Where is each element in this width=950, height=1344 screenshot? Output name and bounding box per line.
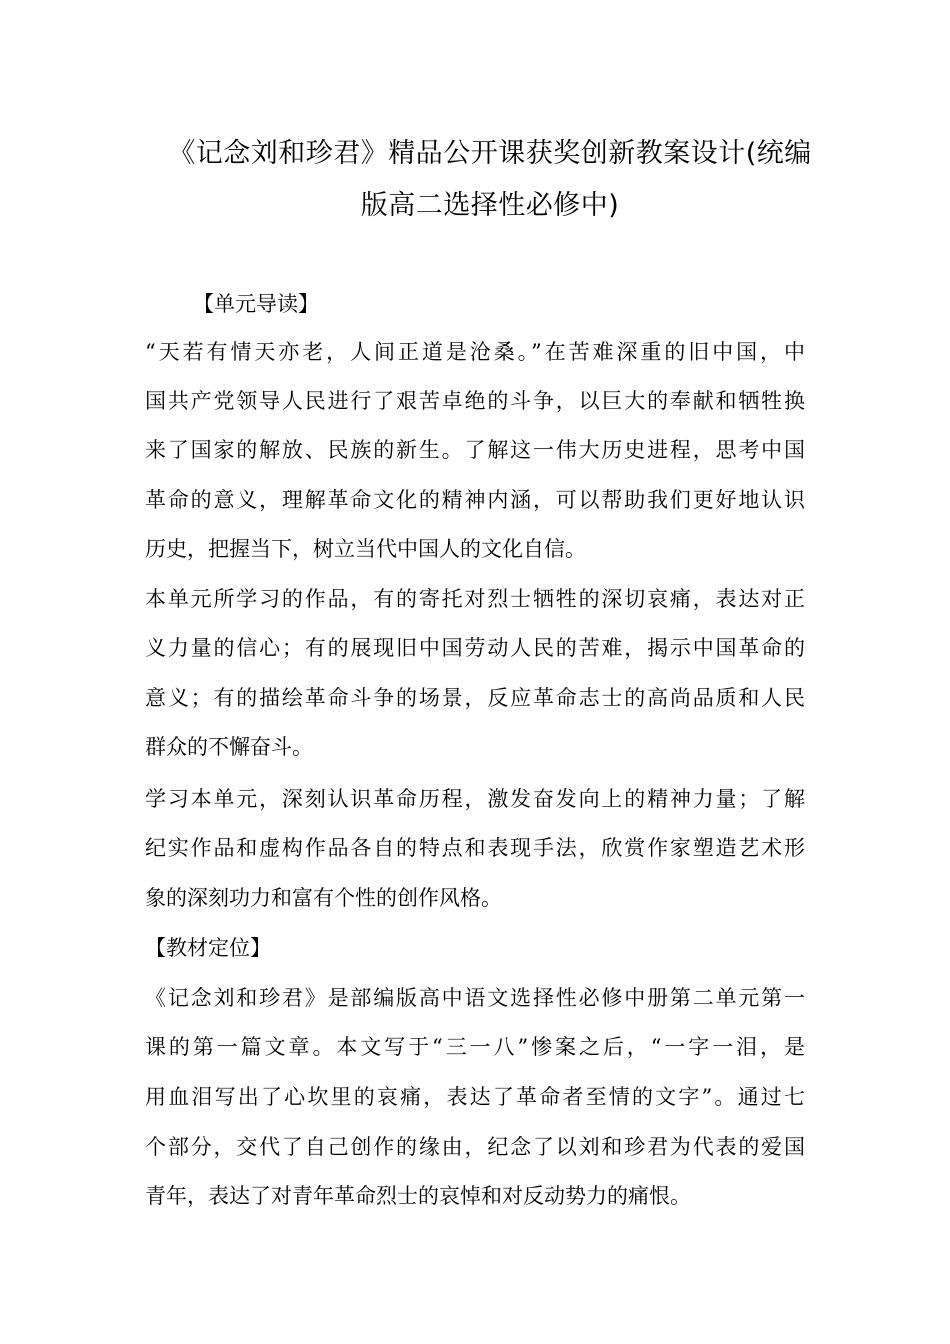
paragraph-line: 革命的意义，理解革命文化的精神内涵，可以帮助我们更好地认识 (145, 488, 805, 512)
paragraph-line: 来了国家的解放、民族的新生。了解这一伟大历史进程，思考中国 (145, 438, 805, 462)
paragraph-line: 青年，表达了对青年革命烈士的哀悼和对反动势力的痛恨。 (145, 1184, 691, 1208)
paragraph-line: 义力量的信心；有的展现旧中国劳动人民的苦难，揭示中国革命的 (145, 636, 805, 660)
paragraph-line: 课的第一篇文章。本文写于“三一八”惨案之后，“一字一泪，是 (145, 1035, 805, 1059)
paragraph-line: 本单元所学习的作品，有的寄托对烈士牺牲的深切哀痛，表达对正 (145, 587, 805, 611)
paragraph-line: 象的深刻功力和富有个性的创作风格。 (145, 886, 502, 910)
paragraph-line: 纪实作品和虚构作品各自的特点和表现手法，欣赏作家塑造艺术形 (145, 836, 805, 860)
paragraph-line: “天若有情天亦老，人间正道是沧桑。”在苦难深重的旧中国，中 (145, 340, 805, 364)
title-line-2: 版高二选择性必修中) (360, 190, 620, 221)
textbook-position-heading: 【教材定位】 (145, 936, 271, 960)
paragraph-line: 群众的不懈奋斗。 (145, 735, 313, 759)
document-title (150, 128, 830, 232)
unit-guide-heading: 【单元导读】 (193, 292, 319, 316)
paragraph-line: 个部分，交代了自己创作的缘由，纪念了以刘和珍君为代表的爱国 (145, 1135, 805, 1159)
paragraph-line: 用血泪写出了心坎里的哀痛，表达了革命者至情的文字”。通过七 (145, 1085, 805, 1109)
paragraph-line: 《记念刘和珍君》是部编版高中语文选择性必修中册第二单元第一 (145, 986, 805, 1010)
title-line-1: 《记念刘和珍君》精品公开课获奖创新教案设计(统编 (168, 138, 812, 169)
paragraph-line: 历史，把握当下，树立当代中国人的文化自信。 (145, 537, 586, 561)
paragraph-line: 意义；有的描绘革命斗争的场景，反应革命志士的高尚品质和人民 (145, 686, 805, 710)
paragraph-line: 国共产党领导人民进行了艰苦卓绝的斗争，以巨大的奉献和牺牲换 (145, 389, 805, 413)
paragraph-line: 学习本单元，深刻认识革命历程，激发奋发向上的精神力量；了解 (145, 787, 805, 811)
